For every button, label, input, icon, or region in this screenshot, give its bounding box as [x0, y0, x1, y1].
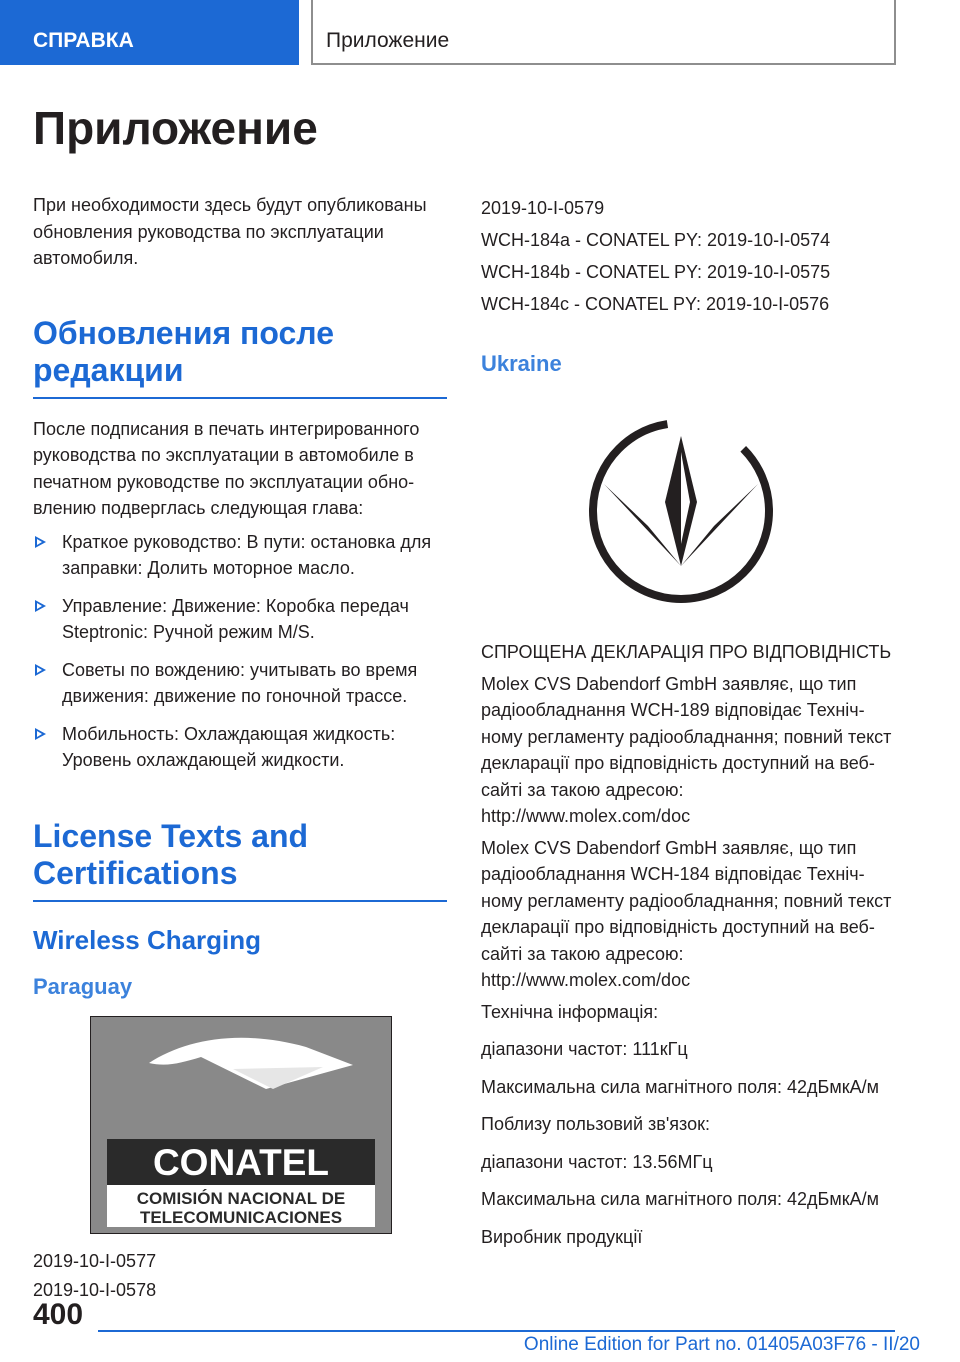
conatel-brand-text: CONATEL [152, 1141, 330, 1183]
frequency-range-1: діапазони частот: 111кГц [481, 1039, 688, 1059]
list-item: Краткое руководство: В пути: остановка для заправки: Долить моторное масло. [33, 529, 447, 582]
triangle-bullet-icon [35, 728, 46, 740]
paraguay-code-1: 2019-10-I-0577 [33, 1250, 157, 1271]
conatel-emblem-icon [91, 1017, 391, 1233]
ukraine-declaration-184: Molex CVS Dabendorf GmbH заявляє, що тип радіообладнання WCH-184 відповідає Технічному регламенту радіообладнання; повний текст декларації про відповідність доступний на веб-сайті за такою адресою: http://www.molex.com/doc [481, 837, 892, 990]
ukraine-declaration-189: Molex CVS Dabendorf GmbH заявляє, що тип радіообладнання WCH-189 відповідає Технічному регламенту радіообладнання; повний текст декларації про відповідність доступний на веб-сайті за такою адресою: http://www.molex.com/doc [481, 673, 892, 826]
ukraine-declaration-title: СПРОЩЕНА ДЕКЛАРАЦІЯ ПРО ВІДПОВІДНІСТЬ [481, 642, 892, 662]
list-item: Советы по вождению: учитывать во время движения: движение по гоночной трассе. [33, 657, 447, 710]
paraguay-code-2: 2019-10-I-0578 [33, 1279, 157, 1300]
right-column [481, 192, 895, 1250]
triangle-bullet-icon [35, 600, 46, 612]
page-title: Приложение [33, 102, 318, 154]
license-heading: License Texts and Certifications [33, 818, 447, 902]
updates-list [33, 529, 447, 774]
footer-divider [98, 1330, 895, 1332]
page-number: 400 [33, 1298, 84, 1331]
wireless-charging-heading: Wireless Charging [33, 924, 262, 955]
code-line: WCH-184c - CONATEL PY: 2019-10-I-0576 [481, 294, 830, 314]
ukraine-conformity-icon [586, 416, 776, 606]
triangle-bullet-icon [35, 664, 46, 676]
conatel-logo [90, 1016, 392, 1234]
tech-info-title: Технічна інформація: [481, 1001, 659, 1022]
conatel-line1-text: COMISIÓN NACIONAL DE [136, 1188, 346, 1208]
ukraine-heading: Ukraine [481, 351, 562, 376]
intro-paragraph: При необходимости здесь будут опубликованы обновления руководства по эксплуатации автомобиля. [33, 195, 427, 268]
near-field-comm: Поблизу пользовий зв'язок: [481, 1114, 710, 1134]
updates-paragraph: После подписания в печать интегрированного руководства по эксплуатации в автомобиле в печатном руководстве по эксплуатации обновлению подверглась следующая глава: [33, 418, 420, 518]
list-item: Мобильность: Охлаждающая жидкость: Уровень охлаждающей жидкости. [33, 721, 447, 774]
conatel-line2-text: TELECOMUNICACIONES [139, 1207, 343, 1227]
max-field-strength-2: Максимальна сила магнітного поля: 42дБмкА/м [481, 1189, 879, 1209]
list-item: Управление: Движение: Коробка передач Steptronic: Ручной режим M/S. [33, 593, 447, 646]
manufacturer-label: Виробник продукції [481, 1226, 643, 1247]
ukraine-conformity-mark [586, 416, 895, 611]
code-line: 2019-10-I-0579 [481, 198, 605, 218]
code-line: WCH-184b - CONATEL PY: 2019-10-I-0575 [481, 262, 831, 282]
max-field-strength-1: Максимальна сила магнітного поля: 42дБмкА/м [481, 1076, 879, 1097]
paraguay-heading: Paraguay [33, 973, 133, 999]
section-tab[interactable]: СПРАВКА [0, 0, 299, 65]
updates-heading: Обновления после редакции [33, 315, 447, 399]
code-line: WCH-184a - CONATEL PY: 2019-10-I-0574 [481, 230, 831, 250]
frequency-range-2: діапазони частот: 13.56МГц [481, 1151, 713, 1172]
triangle-bullet-icon [35, 536, 46, 548]
chapter-tab[interactable]: Приложение [311, 0, 896, 65]
footer-edition[interactable]: Online Edition for Part no. 01405A03F76 - II/20 [523, 1334, 920, 1355]
left-column [33, 192, 447, 1305]
